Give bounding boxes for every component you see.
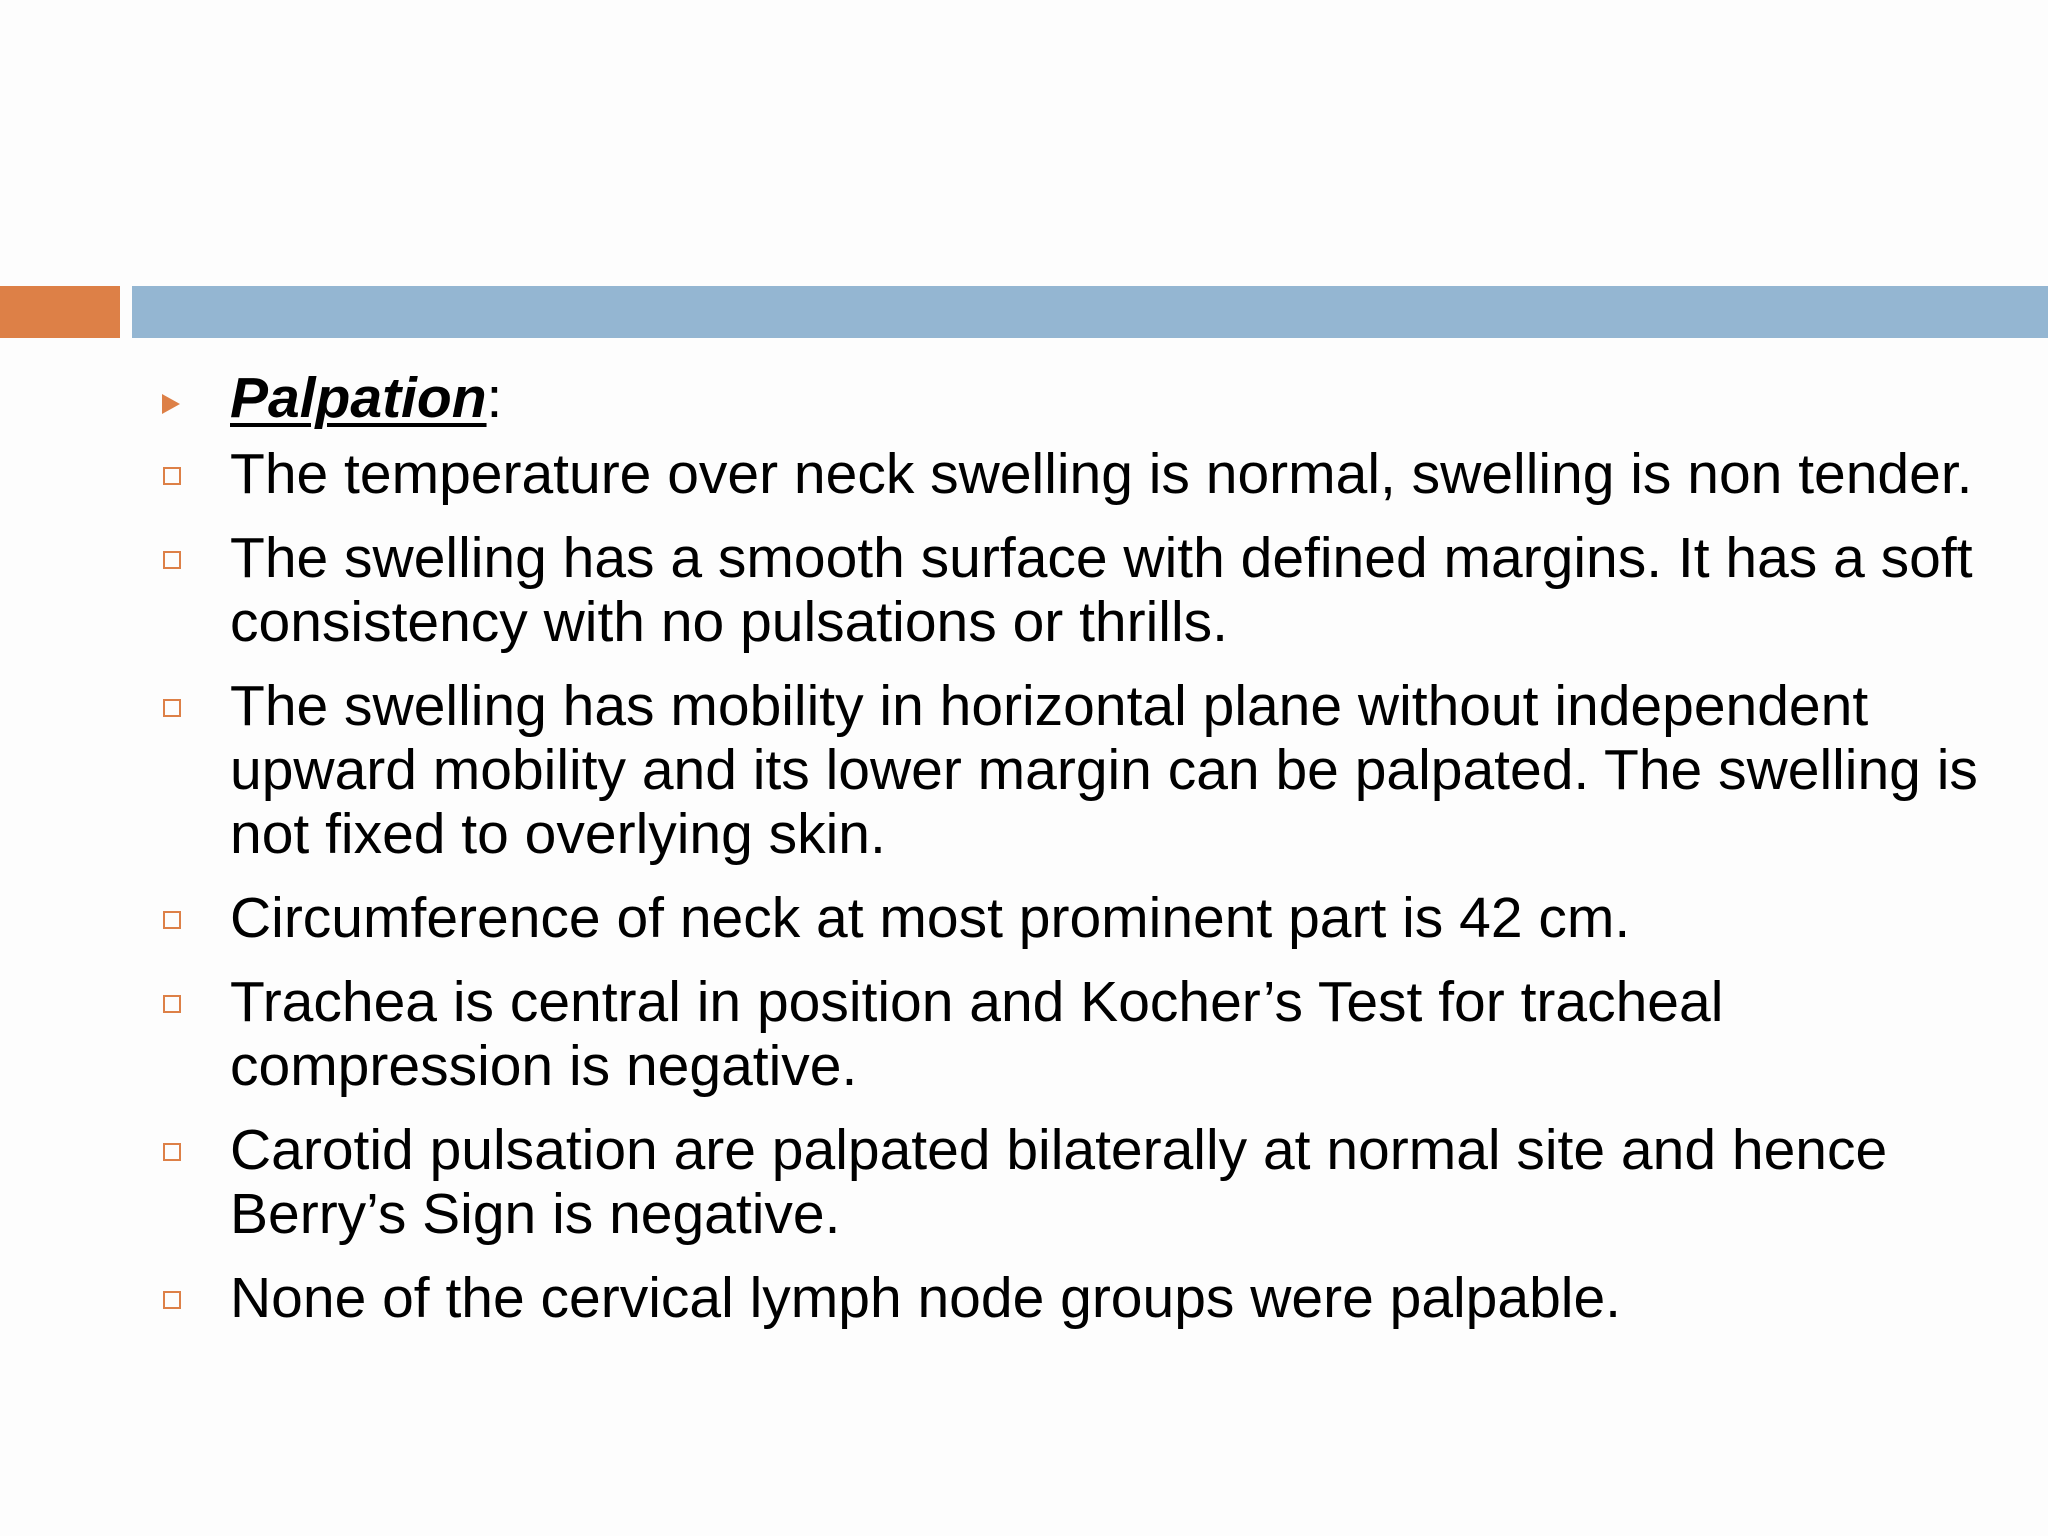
list-item [0, 526, 2048, 654]
slide-heading [230, 366, 502, 430]
square-bullet-icon [163, 1143, 181, 1161]
square-bullet-icon [163, 995, 181, 1013]
list-item-text: Circumference of neck at most prominent part is 42 cm. [230, 886, 1631, 950]
list-item-text: Trachea is central in position and Kocher’s Test for tracheal compression is negative. [230, 970, 1724, 1098]
arrow-bullet-icon [162, 394, 180, 414]
list-item-text: The temperature over neck swelling is normal, swelling is non tender. [230, 442, 1973, 506]
bullet-list [0, 442, 2048, 1330]
list-item [0, 970, 2048, 1098]
list-item [0, 442, 2048, 506]
heading-suffix: : [486, 366, 503, 430]
heading-keyword: Palpation [230, 366, 487, 430]
accent-bar-blue [132, 286, 2048, 338]
square-bullet-icon [163, 699, 181, 717]
square-bullet-icon [163, 467, 181, 485]
list-item [0, 674, 2048, 866]
slide-body [0, 362, 2048, 1350]
accent-bar-orange [0, 286, 120, 338]
heading-row [0, 362, 2048, 442]
list-item [0, 886, 2048, 950]
list-item [0, 1266, 2048, 1330]
list-item-text: Carotid pulsation are palpated bilaterally at normal site and hence Berry’s Sign is negative. [230, 1118, 1888, 1246]
list-item-text: The swelling has mobility in horizontal plane without independent upward mobility and its lower margin can be palpated. The swelling is not fixed to overlying skin. [230, 674, 1978, 866]
list-item-text: None of the cervical lymph node groups were palpable. [230, 1266, 1621, 1330]
square-bullet-icon [163, 1291, 181, 1309]
square-bullet-icon [163, 551, 181, 569]
list-item [0, 1118, 2048, 1246]
square-bullet-icon [163, 911, 181, 929]
list-item-text: The swelling has a smooth surface with defined margins. It has a soft consistency with no pulsations or thrills. [230, 526, 1973, 654]
